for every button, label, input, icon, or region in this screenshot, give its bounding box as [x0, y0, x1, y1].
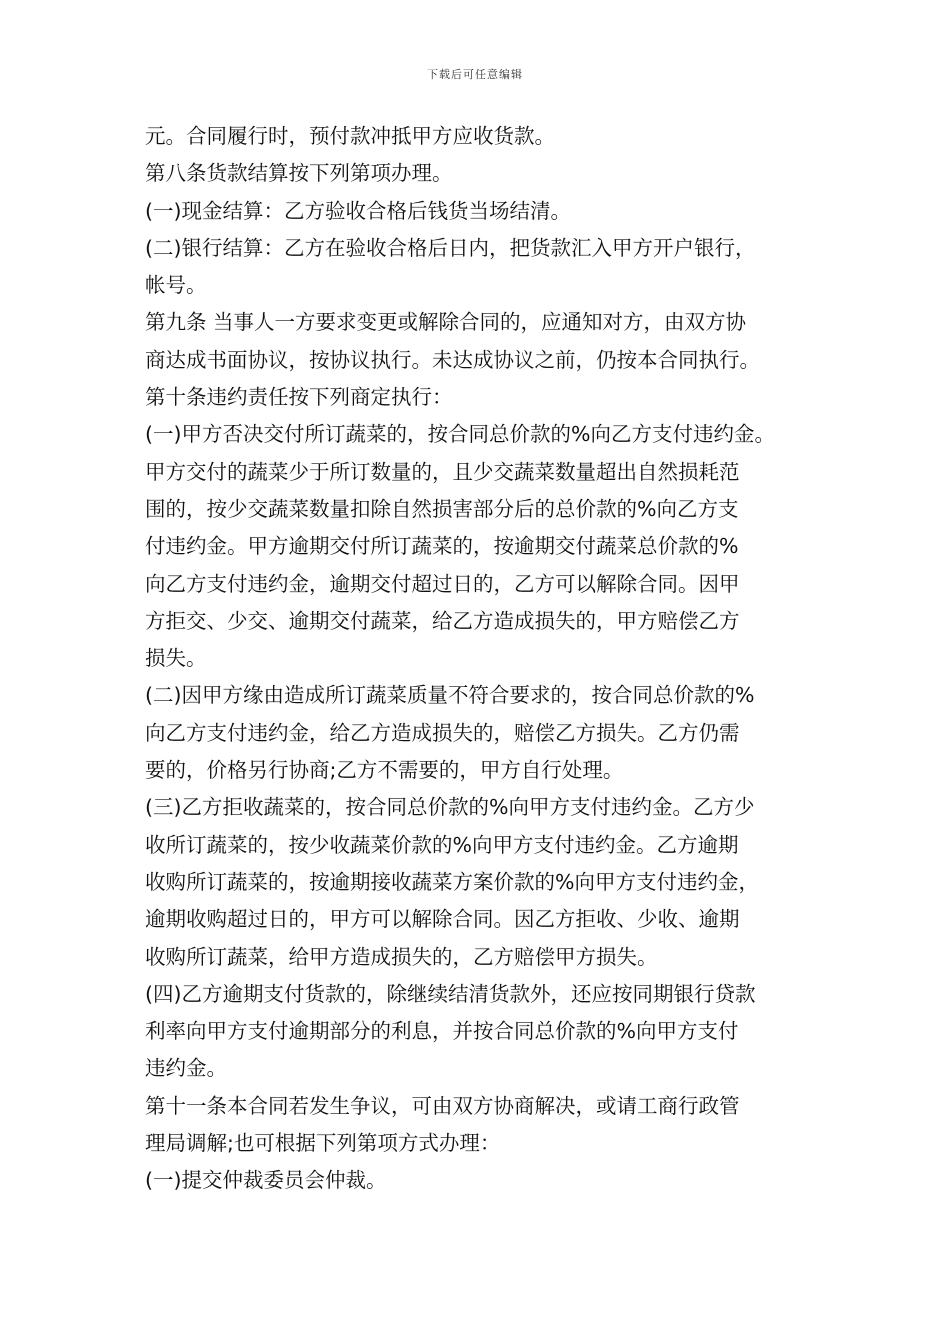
text-line: 向乙方支付违约金，给乙方造成损失的，赔偿乙方损失。乙方仍需 [145, 720, 740, 745]
text-line: 损失。 [145, 646, 207, 671]
text-line: (一)现金结算：乙方验收合格后钱货当场结清。 [145, 198, 571, 223]
text-line: (一)提交仲裁委员会仲裁。 [145, 1168, 387, 1193]
text-line: 第八条货款结算按下列第项办理。 [145, 161, 453, 186]
text-line: 第九条 当事人一方要求变更或解除合同的，应通知对方，由双方协 [145, 310, 747, 335]
page-header: 下载后可任意编辑 [427, 68, 523, 81]
text-line: 逾期收购超过日的，甲方可以解除合同。因乙方拒收、少收、逾期 [145, 907, 740, 932]
text-line: 元。合同履行时，预付款冲抵甲方应收货款。 [145, 124, 555, 148]
text-line: 利率向甲方支付逾期部分的利息，并按合同总价款的%向甲方支付 [145, 1019, 739, 1044]
text-line: 理局调解;也可根据下列第项方式办理： [145, 1131, 501, 1156]
text-line: 方拒交、少交、逾期交付蔬菜，给乙方造成损失的，甲方赔偿乙方 [145, 608, 740, 633]
text-line: (二)银行结算：乙方在验收合格后日内，把货款汇入甲方开户银行， [145, 235, 756, 260]
text-line: 帐号。 [145, 273, 207, 298]
text-line: 收所订蔬菜的，按少收蔬菜价款的%向甲方支付违约金。乙方逾期 [145, 832, 739, 857]
text-line: 商达成书面协议，按协议执行。未达成协议之前，仍按本合同执行。 [145, 347, 760, 372]
text-line: 收购所订蔬菜，给甲方造成损失的，乙方赔偿甲方损失。 [145, 944, 658, 969]
text-line: 付违约金。甲方逾期交付所订蔬菜的，按逾期交付蔬菜总价款的% [145, 534, 739, 559]
text-line: (四)乙方逾期支付货款的，除继续结清货款外，还应按同期银行贷款 [145, 981, 756, 1006]
text-line: 违约金。 [145, 1056, 227, 1081]
text-line: (二)因甲方缘由造成所订蔬菜质量不符合要求的，按合同总价款的% [145, 683, 755, 708]
text-line: (一)甲方否决交付所订蔬菜的，按合同总价款的%向乙方支付违约金。 [145, 422, 775, 447]
text-line: 甲方交付的蔬菜少于所订数量的，且少交蔬菜数量超出自然损耗范 [145, 459, 740, 484]
text-line: (三)乙方拒收蔬菜的，按合同总价款的%向甲方支付违约金。乙方少 [145, 795, 755, 820]
text-line: 第十一条本合同若发生争议，可由双方协商解决，或请工商行政管 [145, 1093, 740, 1118]
contract-body [145, 118, 825, 1200]
text-line: 收购所订蔬菜的，按逾期接收蔬菜方案价款的%向甲方支付违约金， [145, 869, 759, 894]
text-line: 要的，价格另行协商;乙方不需要的，甲方自行处理。 [145, 758, 624, 783]
text-line: 第十条违约责任按下列商定执行： [145, 385, 453, 410]
text-line: 围的，按少交蔬菜数量扣除自然损害部分后的总价款的%向乙方支 [145, 496, 739, 521]
text-line: 向乙方支付违约金，逾期交付超过日的，乙方可以解除合同。因甲 [145, 571, 740, 596]
